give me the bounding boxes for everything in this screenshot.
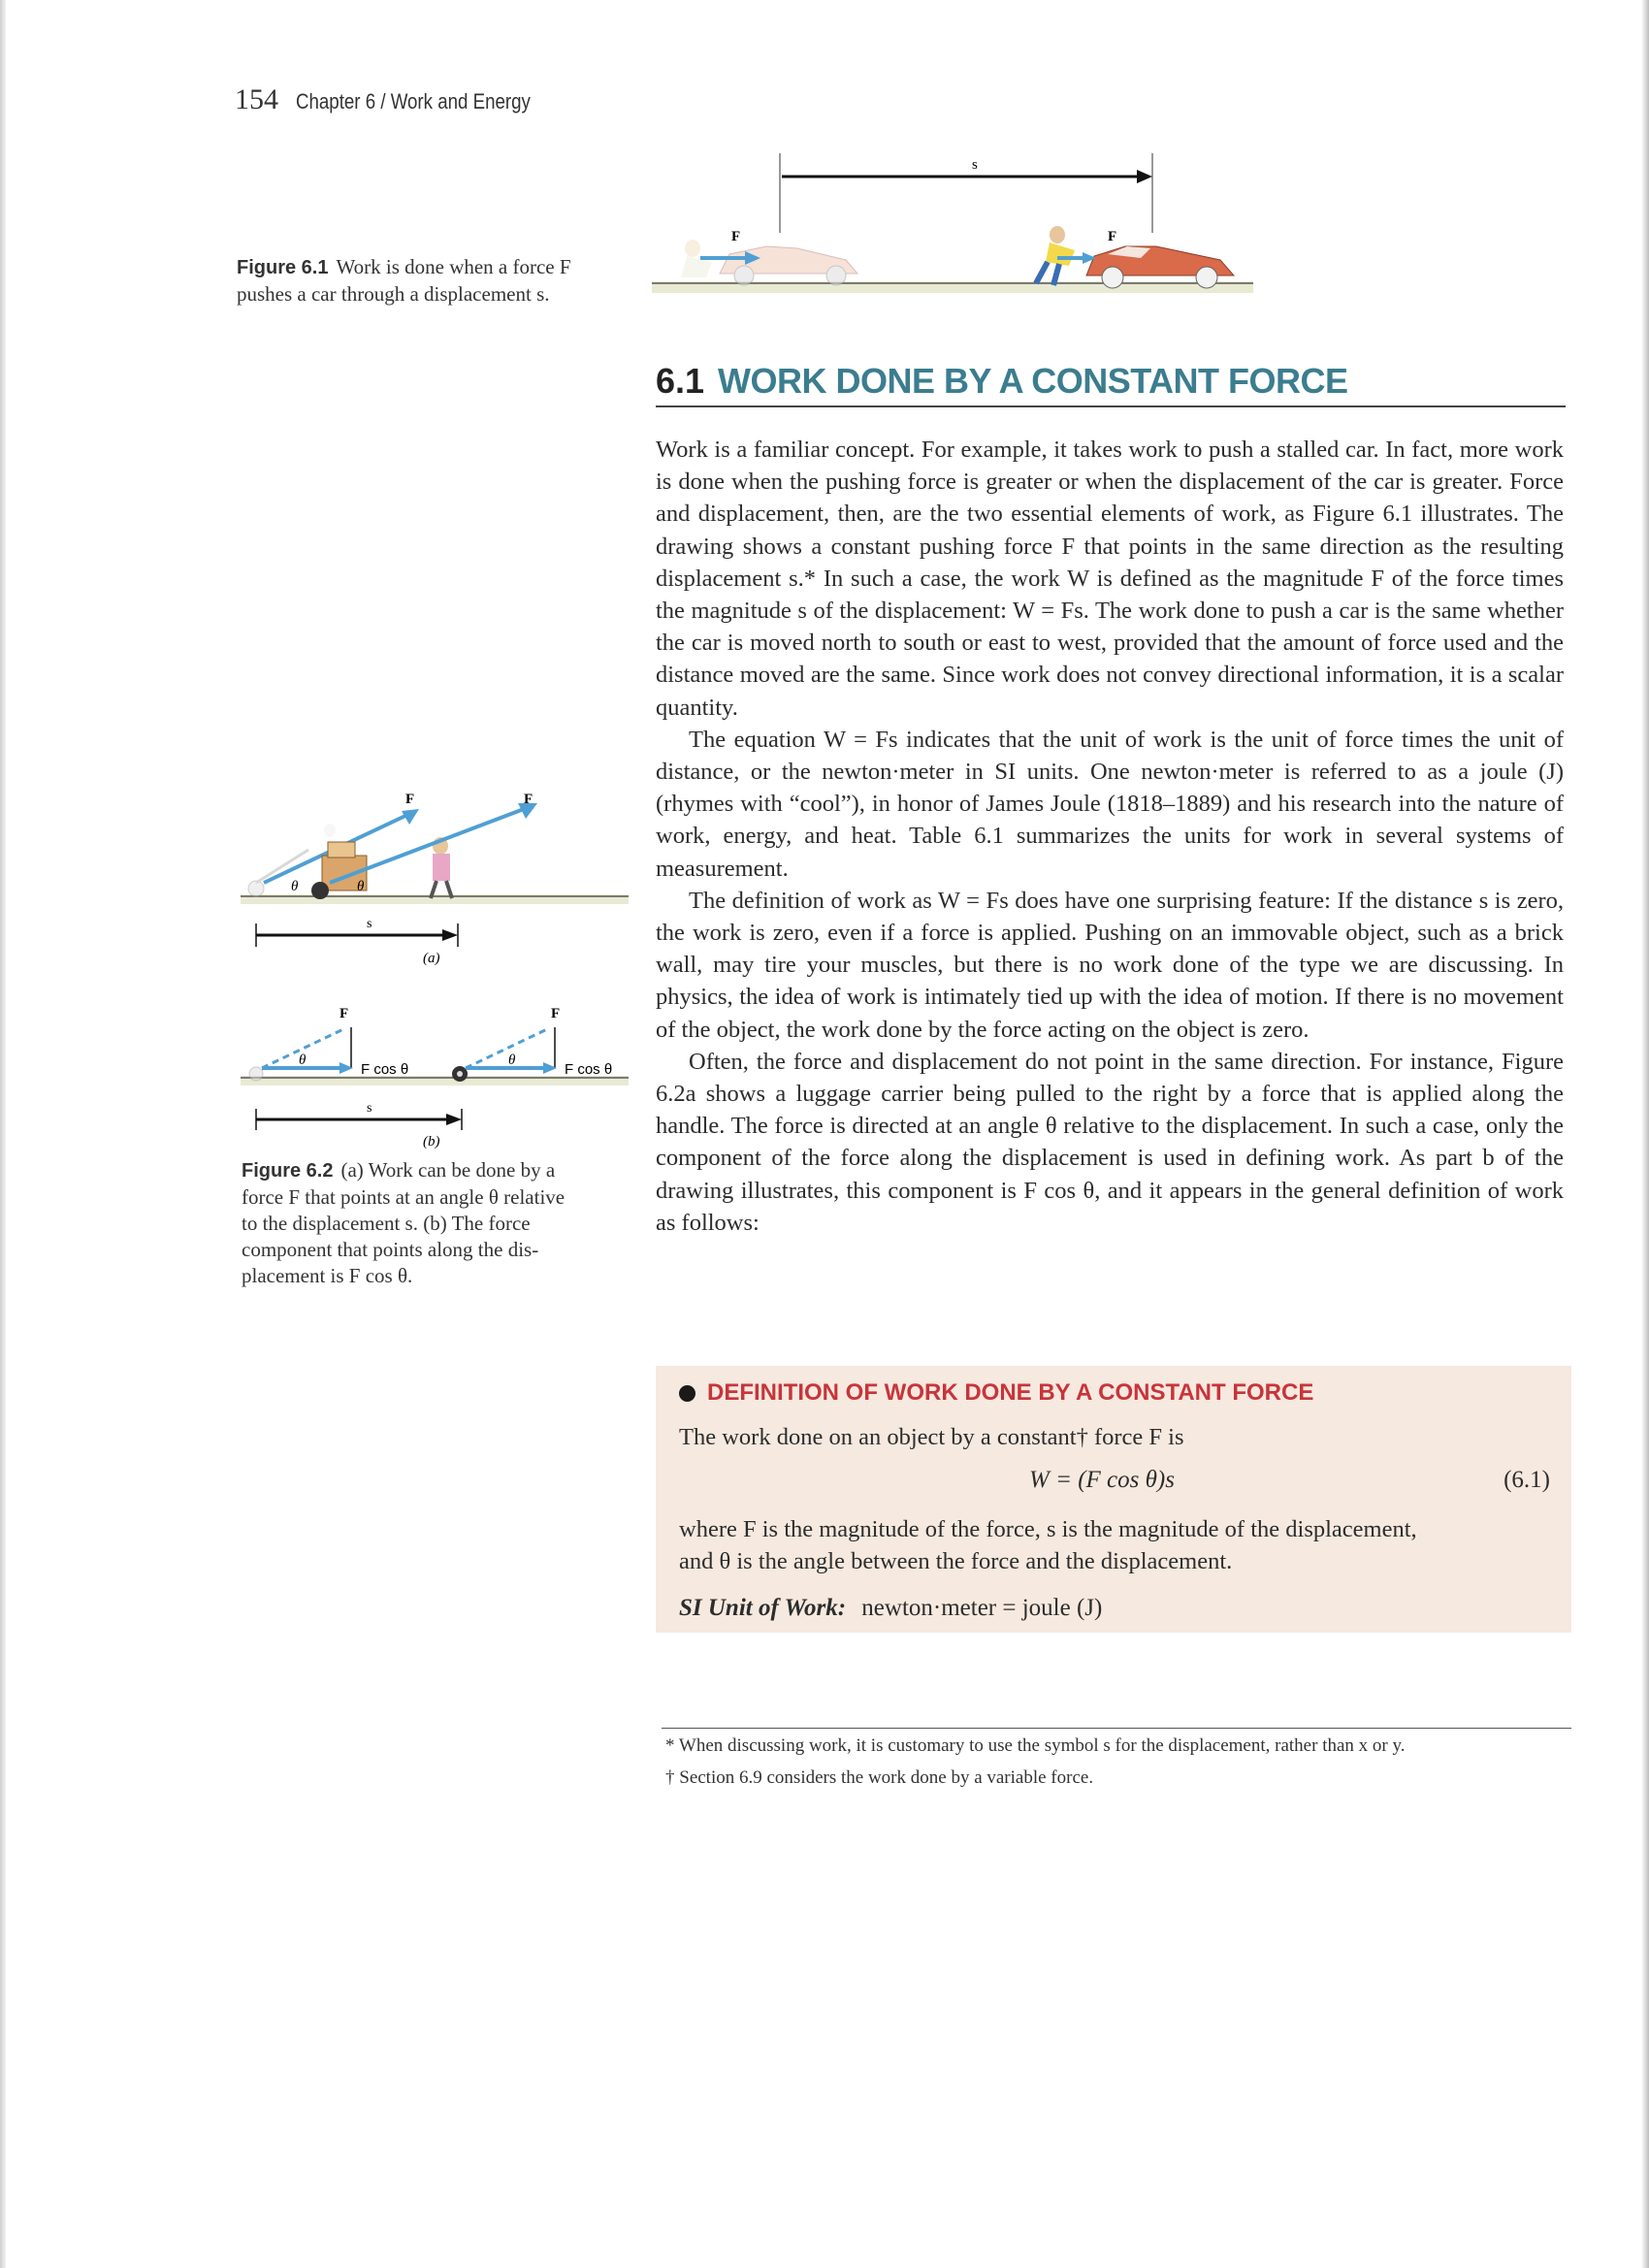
section-heading [656, 361, 1566, 407]
person-pulling [431, 837, 452, 898]
page-left-edge [0, 0, 6, 2268]
section-number: 6.1 [656, 361, 705, 401]
displacement-label: s [972, 157, 978, 173]
page-number: 154 [235, 83, 278, 115]
displacement-label-a: s [367, 917, 372, 931]
page-right-edge [1641, 0, 1649, 2268]
force-dashed-b2 [466, 1029, 547, 1068]
force-label-a2: F [524, 792, 534, 807]
displacement-arrow-head [1137, 170, 1152, 183]
car-start-ghost [681, 240, 857, 285]
figure-6-1-illustration [652, 146, 1253, 301]
force-label-a1: F [405, 792, 415, 807]
body-text [656, 434, 1564, 1239]
displacement-arrow-b-head [446, 1114, 462, 1125]
fcos-label-b2: F cos θ [565, 1061, 613, 1078]
figure-6-2-caption-line-5: placement is F cos θ. [242, 1264, 413, 1287]
footnote-2: † Section 6.9 considers the work done by a variable force. [665, 1767, 1094, 1788]
part-a-label: (a) [423, 951, 440, 966]
body-paragraph-4: Often, the force and displacement do not point in the same direction. For instance, Figure 6.2a shows a luggage carrier being pulled to the right by a force that is applied along the handle. The force is directed at an angle θ relative to the displacement. In such a case, only the component of the force along the displacement is used in defining work. As part b of the drawing illustrates, this component is F cos θ, and it appears in the general definition of work as follows: [656, 1048, 1564, 1236]
running-head [235, 83, 572, 116]
definition-box [656, 1366, 1571, 1633]
force-label-b2: F [551, 1006, 561, 1021]
figure-6-2-caption-line-1: (a) Work can be done by a [340, 1158, 556, 1182]
si-unit-value: newton·meter = joule (J) [861, 1595, 1103, 1621]
equation-number: (6.1) [1504, 1467, 1550, 1493]
figure-6-2b-illustration [237, 994, 644, 1150]
figure-6-2-label: Figure 6.2 [242, 1160, 334, 1182]
section-title: WORK DONE BY A CONSTANT FORCE [718, 361, 1348, 401]
definition-title [679, 1379, 1313, 1407]
definition-explanation-line-2: and θ is the angle between the force and the displacement. [679, 1548, 1233, 1574]
figure-6-2a-illustration [237, 786, 644, 980]
carrier-wheel-hub-b [457, 1071, 463, 1077]
figure-6-1-caption [237, 254, 644, 308]
si-unit-label: SI Unit of Work: [679, 1595, 847, 1621]
figure-6-2-caption [242, 1157, 649, 1289]
definition-equation: W = (F cos θ)s [1029, 1467, 1175, 1493]
force-label-start: F [731, 229, 741, 244]
theta-label-a2: θ [357, 879, 365, 894]
footnote-rule [662, 1728, 1571, 1729]
force-label-end: F [1108, 229, 1117, 244]
figure-6-1-label: Figure 6.1 [237, 257, 329, 278]
bullet-icon [679, 1385, 695, 1402]
person-pushing [1036, 226, 1075, 285]
definition-title-text: DEFINITION OF WORK DONE BY A CONSTANT FORCE [707, 1379, 1314, 1406]
figure-6-1-caption-line-1: Work is done when a force F [336, 255, 571, 278]
footnote-1: * When discussing work, it is customary to use the symbol s for the displacement, rather than x or y. [665, 1735, 1406, 1756]
body-paragraph-1: Work is a familiar concept. For example, it takes work to push a stalled car. In fact, more work is done when the pushing force is greater or when the displacement of the car is greater. Force and displacement, then, are the two essential elements of work, as Figure 6.1 illustrates. The drawing shows a constant pushing force F that points in the same direction as the resulting displacement s.* In such a case, the work W is defined as the magnitude F of the force times the magnitude s of the displacement: W = Fs. The work done to push a car is the same whether the car is moved north to south or east to west, provided that the amount of force used and the distance moved are the same. Since work does not convey directional information, it is a scalar quantity. [656, 437, 1564, 721]
definition-explanation-line-1: where F is the magnitude of the force, s is the magnitude of the displacement, [679, 1516, 1417, 1542]
theta-label-b2: θ [508, 1053, 516, 1068]
figure-6-1-caption-line-2: pushes a car through a displacement s. [237, 282, 550, 306]
part-b-label: (b) [423, 1134, 440, 1150]
figure-6-2-caption-line-2: force F that points at an angle θ relative [242, 1185, 566, 1209]
displacement-label-b: s [367, 1101, 372, 1116]
body-paragraph-2: The equation W = Fs indicates that the unit of work is the unit of force times the unit of distance, or the newton·meter in SI units. One newton·meter is referred to as a joule (J) (rhymes with “cool”), in honor of James Joule (1818–1889) and his research into the nature of work, energy, and heat. Table 6.1 summarizes the units for work in several systems of measurement. [656, 726, 1564, 882]
theta-label-b1: θ [299, 1053, 307, 1068]
theta-label-a1: θ [291, 879, 299, 894]
fcos-label-b1: F cos θ [361, 1061, 409, 1078]
force-label-b1: F [340, 1006, 349, 1021]
chapter-title: Chapter 6 / Work and Energy [296, 89, 531, 113]
body-paragraph-3: The definition of work as W = Fs does have one surprising feature: If the distance s is zero, the work is zero, even if a force is applied. Pushing on an immovable object, such as a brick wall, may tire your muscles, but there is no work done of the type we are discussing. In physics, the idea of work is intimately tied up with the idea of motion. If there is no movement of the object, the work done by the force acting on the object is zero. [656, 887, 1564, 1043]
figure-6-2-caption-line-4: component that points along the dis- [242, 1238, 539, 1261]
definition-intro: The work done on an object by a constant† force F is [679, 1424, 1184, 1450]
force-arrow-a2 [330, 809, 524, 883]
carrier-start-ghost-b [249, 1067, 263, 1081]
si-unit-line [679, 1595, 1102, 1622]
figure-6-2-caption-line-3: to the displacement s. (b) The force [242, 1212, 531, 1235]
definition-explanation [679, 1513, 1542, 1577]
displacement-arrow-a-head [442, 929, 458, 941]
